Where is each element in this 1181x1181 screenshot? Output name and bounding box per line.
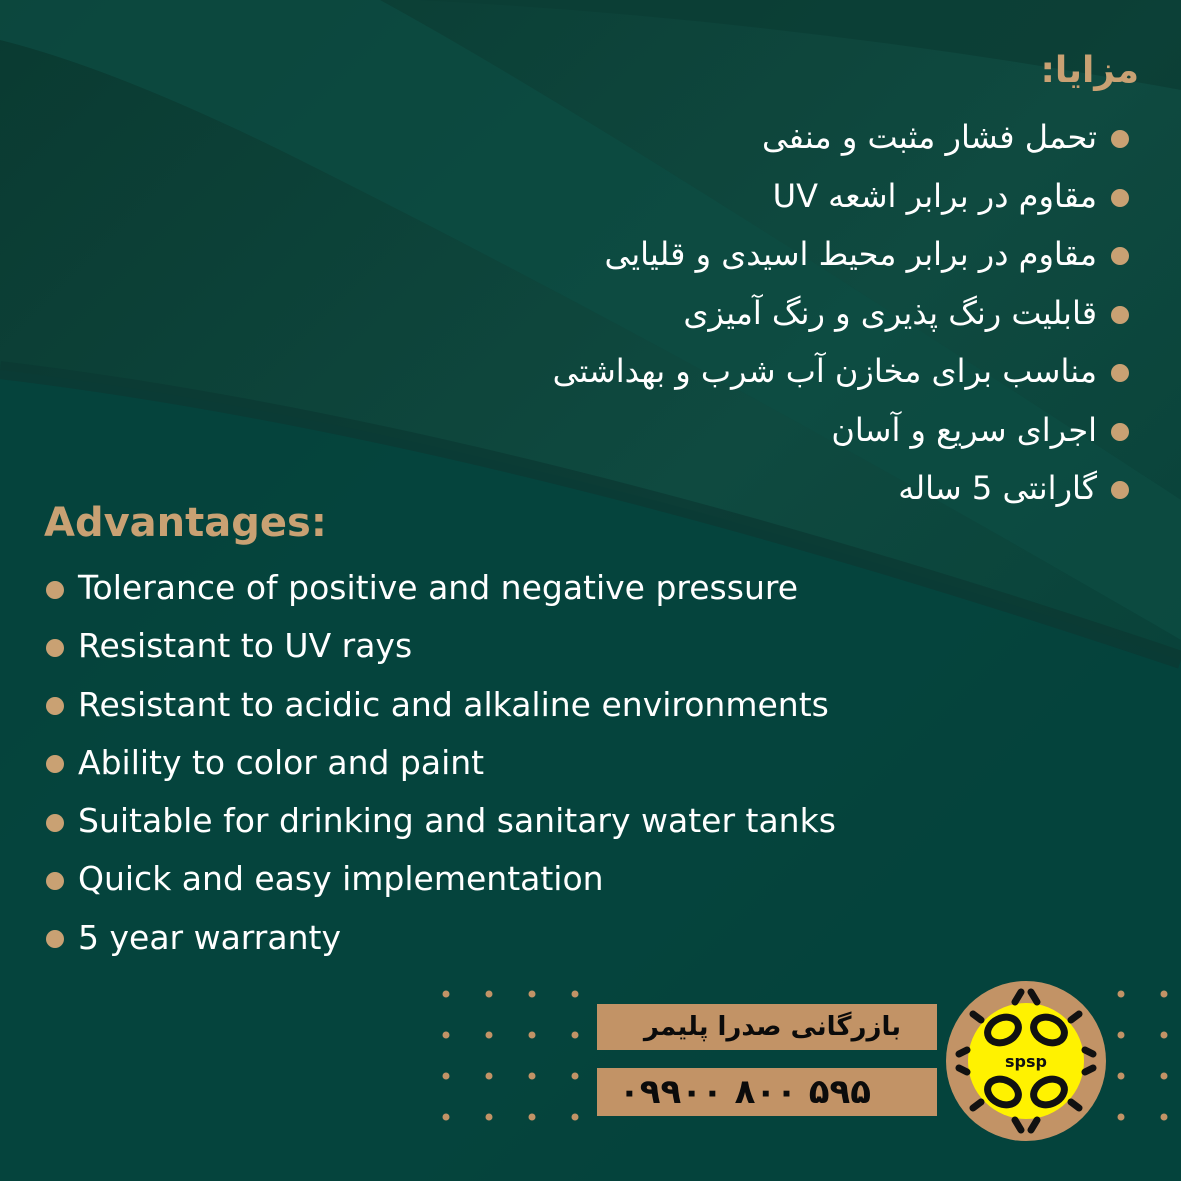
list-item: 5 year warranty (46, 909, 836, 967)
list-item: Tolerance of positive and negative pressure (46, 559, 836, 617)
list-item: مناسب برای مخازن آب شرب و بهداشتی (429, 342, 1129, 401)
decorative-dot-grid (1115, 988, 1175, 1128)
bullet-dot-icon (1111, 423, 1129, 441)
list-item: Suitable for drinking and sanitary water tanks (46, 792, 836, 850)
decorative-dot-grid (440, 988, 590, 1128)
bullet-dot-icon (46, 639, 64, 657)
list-item: Resistant to UV rays (46, 617, 836, 675)
list-item: اجرای سریع و آسان (429, 401, 1129, 460)
english-title: Advantages: (44, 500, 327, 546)
bullet-dot-icon (46, 755, 64, 773)
bullet-dot-icon (46, 581, 64, 599)
list-item: قابلیت رنگ پذیری و رنگ آمیزی (429, 284, 1129, 343)
bullet-dot-icon (1111, 306, 1129, 324)
bullet-dot-icon (46, 872, 64, 890)
company-name-banner: بازرگانی صدرا پلیمر (597, 1004, 937, 1050)
list-item: مقاوم در برابر محیط اسیدی و قلیایی (429, 225, 1129, 284)
bullet-dot-icon (46, 930, 64, 948)
company-logo-icon (945, 980, 1107, 1142)
list-item: مقاوم در برابر اشعه UV (429, 167, 1129, 226)
bullet-dot-icon (1111, 189, 1129, 207)
persian-advantages-list (429, 108, 1129, 518)
list-item: تحمل فشار مثبت و منفی (429, 108, 1129, 167)
bullet-dot-icon (46, 697, 64, 715)
persian-title: مزایا: (1040, 50, 1139, 91)
bullet-dot-icon (1111, 247, 1129, 265)
list-item: Quick and easy implementation (46, 850, 836, 908)
logo-text: spsp (1005, 1052, 1047, 1071)
list-item: Resistant to acidic and alkaline environments (46, 676, 836, 734)
bullet-dot-icon (1111, 130, 1129, 148)
bullet-dot-icon (1111, 481, 1129, 499)
bullet-dot-icon (1111, 364, 1129, 382)
bullet-dot-icon (46, 814, 64, 832)
english-advantages-list (46, 559, 836, 967)
list-item: Ability to color and paint (46, 734, 836, 792)
list-item: گارانتی 5 ساله (429, 459, 1129, 518)
phone-number-banner: ۰۹۹۰۰ ۸۰۰ ۵۹۵ (597, 1068, 937, 1116)
